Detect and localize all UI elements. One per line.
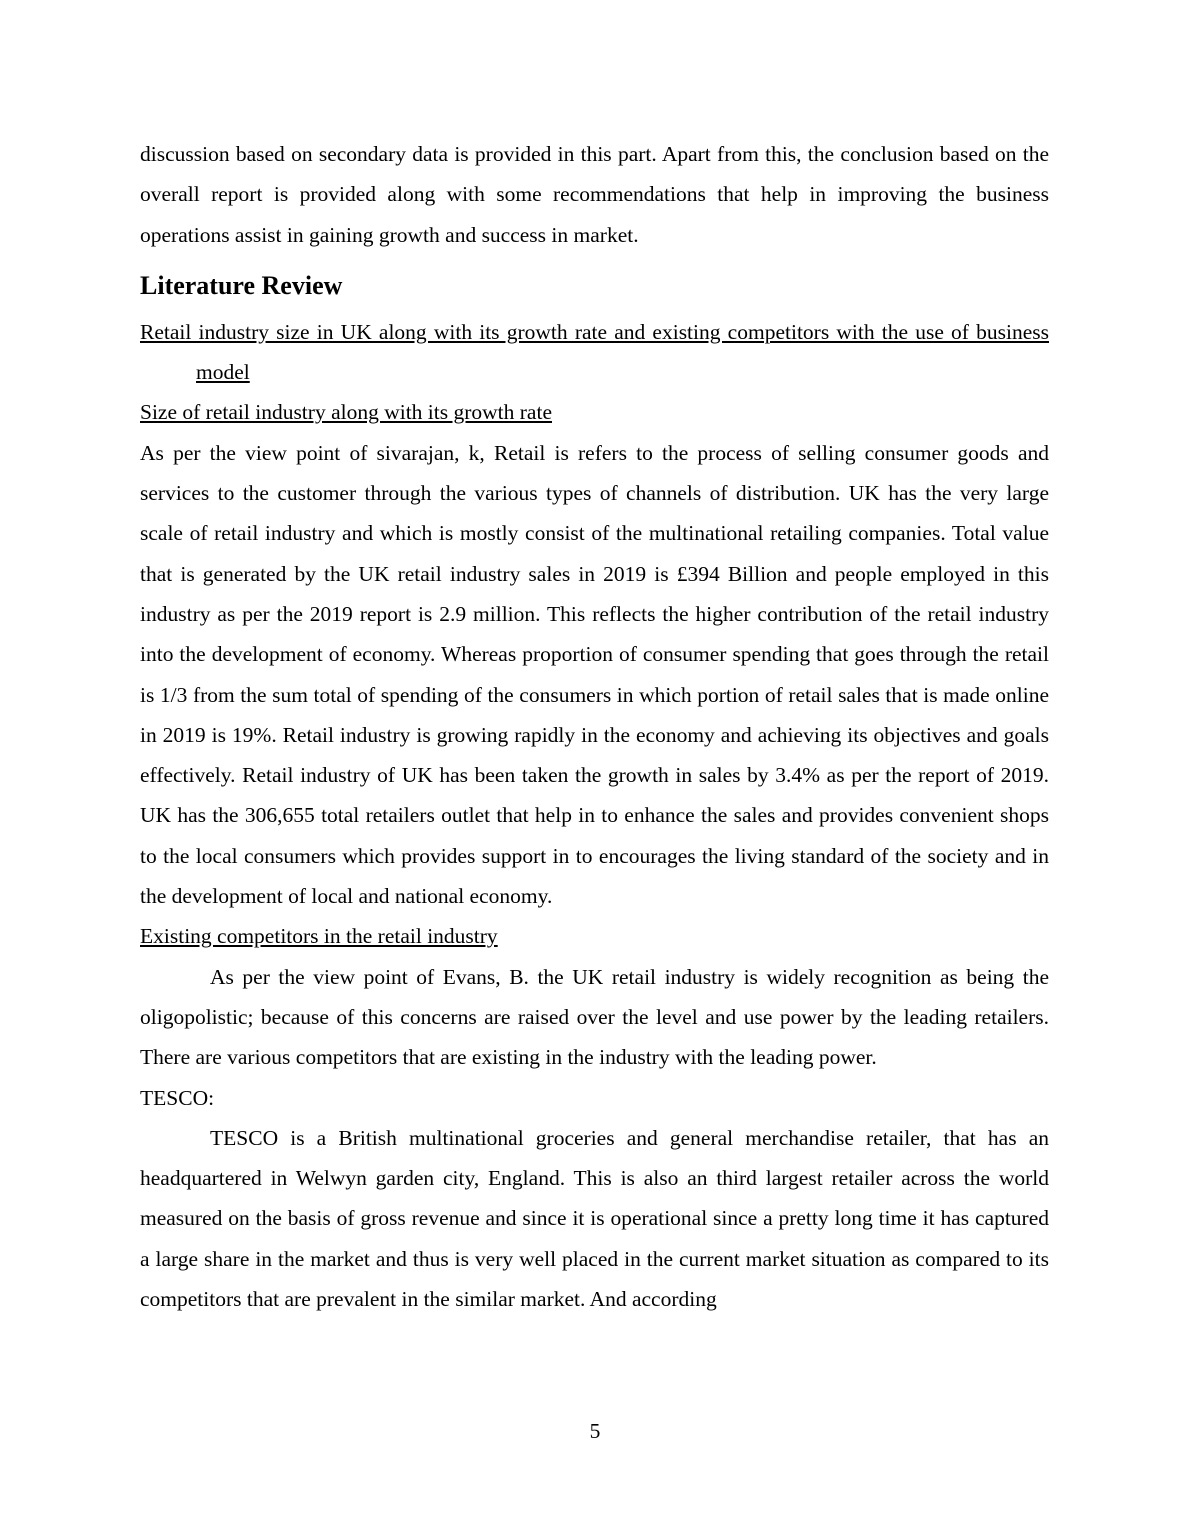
competitors-paragraph: As per the view point of Evans, B. the UK retail industry is widely recognition as being the oligopolistic; because of this concerns are raised over the level and use power by the leading retailers. There are various competitors that are existing in the industry with the leading power.: [140, 964, 1049, 1070]
main-subheading: Retail industry size in UK along with its growth rate and existing competitors with the use of business model: [140, 319, 1049, 385]
literature-review-heading: Literature Review: [140, 270, 343, 300]
size-subheading: Size of retail industry along with its growth rate: [140, 400, 552, 425]
size-paragraph: As per the view point of sivarajan, k, Retail is refers to the process of selling consumer goods and services to the customer through the various types of channels of distribution. UK has the very large scale of retail industry and which is mostly consist of the multinational retailing companies. Total value that is generated by the UK retail industry sales in 2019 is £394 Billion and people employed in this industry as per the 2019 report is 2.9 million. This reflects the higher contribution of the retail industry into the development of economy. Whereas proportion of consumer spending that goes through the retail is 1/3 from the sum total of spending of the consumers in which portion of retail sales that is made online in 2019 is 19%. Retail industry is growing rapidly in the economy and achieving its objectives and goals effectively. Retail industry of UK has been taken the growth in sales by 3.4% as per the report of 2019. UK has the 306,655 total retailers outlet that help in to enhance the sales and provides convenient shops to the local consumers which provides support in to encourages the living standard of the society and in the development of local and national economy.: [140, 440, 1049, 909]
document-page: [140, 134, 1049, 1319]
tesco-paragraph: TESCO is a British multinational groceries and general merchandise retailer, that has an headquartered in Welwyn garden city, England. This is also an third largest retailer across the world measured on the basis of gross revenue and since it is operational since a pretty long time it has captured a large share in the market and thus is very well placed in the current market situation as compared to its competitors that are prevalent in the similar market. And according: [140, 1125, 1049, 1312]
tesco-label: TESCO:: [140, 1085, 215, 1110]
competitors-subheading: Existing competitors in the retail industry: [140, 924, 498, 949]
page-number: 5: [589, 1419, 601, 1443]
intro-continuation-paragraph: discussion based on secondary data is provided in this part. Apart from this, the conclusion based on the overall report is provided along with some recommendations that help in improving the business operations assist in gaining growth and success in market.: [140, 142, 1049, 247]
